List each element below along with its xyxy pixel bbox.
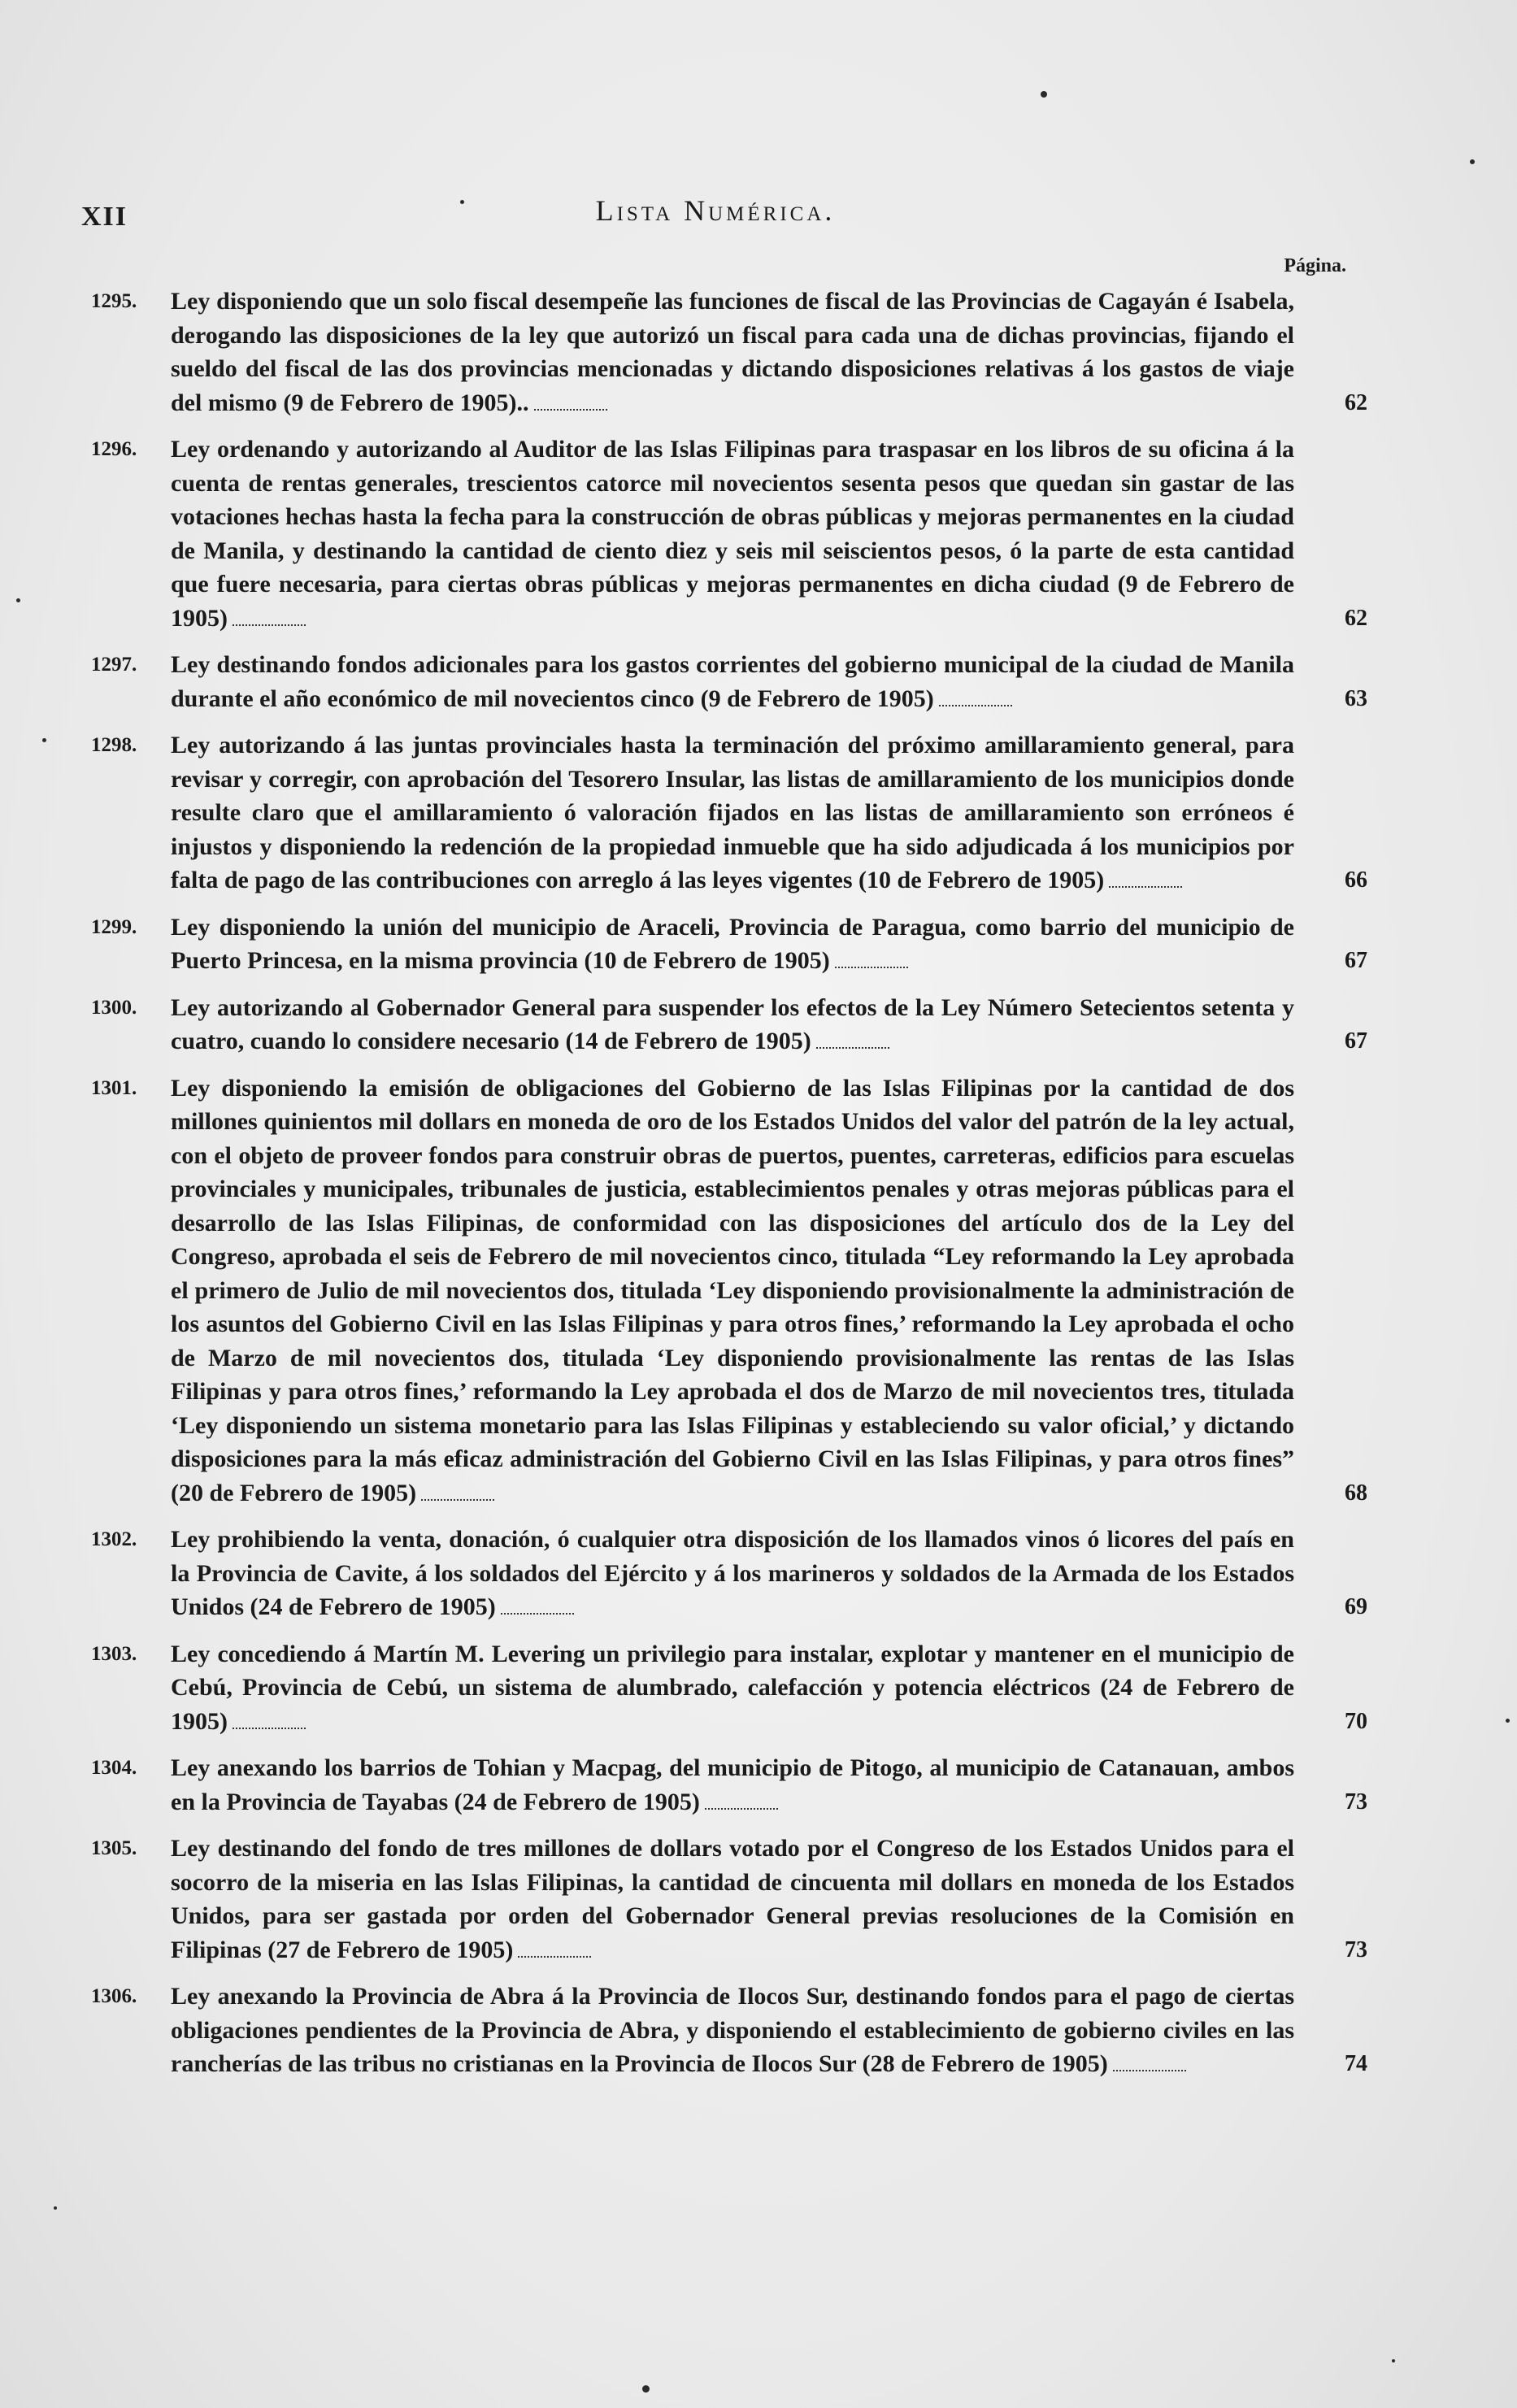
scan-speck xyxy=(1392,2359,1395,2362)
entry-number: 1295. xyxy=(91,290,137,312)
entry-description xyxy=(171,728,1294,898)
dot-leader xyxy=(705,1802,778,1810)
list-item xyxy=(91,911,1367,978)
entry-description xyxy=(171,1523,1294,1624)
entry-number: 1301. xyxy=(91,1076,137,1099)
running-head xyxy=(81,193,1350,242)
entry-number: 1300. xyxy=(91,996,137,1019)
dot-leader xyxy=(421,1493,494,1501)
dot-leader xyxy=(518,1949,591,1958)
list-item xyxy=(91,1523,1367,1624)
dot-leader xyxy=(501,1606,574,1615)
entry-number: 1303. xyxy=(91,1642,137,1665)
dot-leader xyxy=(816,1041,889,1049)
dot-leader xyxy=(534,402,607,411)
list-item xyxy=(91,991,1367,1058)
entry-number: 1306. xyxy=(91,1985,137,2007)
list-item xyxy=(91,1751,1367,1819)
entry-text: Ley anexando la Provincia de Abra á la Provincia de Ilocos Sur, destinando fondos para el pago de ciertas obligaciones pendientes de la Provincia de Abra, y disponiendo el establecimiento de gobierno civiles en las rancherías de las tribus no cristianas en la Provincia de Ilocos Sur (28 de Febrero de 1905) xyxy=(171,1983,1294,2077)
entry-description xyxy=(171,1832,1294,1967)
entry-page-number: 62 xyxy=(1345,389,1367,415)
entry-description xyxy=(171,991,1294,1058)
dot-leader xyxy=(835,960,908,968)
entry-number: 1297. xyxy=(91,654,137,676)
entry-page-number: 74 xyxy=(1345,2051,1367,2076)
list-item xyxy=(91,1637,1367,1739)
scan-speck xyxy=(460,200,464,204)
scan-speck xyxy=(1470,159,1475,164)
entry-page-number: 73 xyxy=(1345,1789,1367,1815)
list-item xyxy=(91,285,1367,419)
entry-description xyxy=(171,1071,1294,1510)
list-item xyxy=(91,728,1367,898)
entry-text: Ley disponiendo la unión del municipio de Araceli, Provincia de Paragua, como barrio del municipio de Puerto Princesa, en la misma provincia (10 de Febrero de 1905) xyxy=(171,913,1294,974)
entry-number: 1296. xyxy=(91,438,137,460)
entry-description xyxy=(171,1751,1294,1819)
scan-speck xyxy=(642,2385,650,2393)
entry-text: Ley prohibiendo la venta, donación, ó cualquier otra disposición de los llamados vinos ó licores del país en la Provincia de Cavite, á los soldados del Ejército y á los marineros y soldados de la Armada de los Estados Unidos (24 de Febrero de 1905) xyxy=(171,1526,1294,1620)
entry-description xyxy=(171,1637,1294,1739)
scan-speck xyxy=(54,2206,57,2210)
entry-page-number: 68 xyxy=(1345,1480,1367,1506)
entry-page-number: 70 xyxy=(1345,1708,1367,1734)
entry-number: 1304. xyxy=(91,1757,137,1779)
entry-number: 1298. xyxy=(91,734,137,756)
entry-description xyxy=(171,1980,1294,2081)
dot-leader xyxy=(233,1721,306,1729)
scan-speck xyxy=(1041,91,1047,98)
entry-text: Ley ordenando y autorizando al Auditor de las Islas Filipinas para traspasar en los libros de su oficina á la cuenta de rentas generales, trescientos catorce mil novecientos sesenta pesos que quedan sin gastar de las votaciones hechas hasta la fecha para la construcción de obras públicas y mejoras permanentes en la ciudad de Manila, y destinando la cantidad de ciento diez y seis mil seiscientos pesos, ó la parte de esta cantidad que fuere necesaria, para ciertas obras públicas y mejoras permanentes en dicha ciudad (9 de Febrero de 1905) xyxy=(171,436,1294,632)
entry-text: Ley destinando fondos adicionales para los gastos corrientes del gobierno municipal de la ciudad de Manila durante el año económico de mil novecientos cinco (9 de Febrero de 1905) xyxy=(171,651,1294,712)
entry-description xyxy=(171,911,1294,978)
entry-page-number: 66 xyxy=(1345,867,1367,893)
entry-page-number: 73 xyxy=(1345,1936,1367,1962)
entry-number: 1305. xyxy=(91,1837,137,1859)
entry-text: Ley destinando del fondo de tres millones de dollars votado por el Congreso de los Estados Unidos para el socorro de la miseria en las Islas Filipinas, la cantidad de cincuenta mil dollars en moneda de los Estados Unidos, para ser gastada por orden del Gobernador General previas resoluciones de la Comisión en Filipinas (27 de Febrero de 1905) xyxy=(171,1835,1294,1963)
dot-leader xyxy=(939,698,1012,706)
list-item xyxy=(91,1071,1367,1510)
list-item xyxy=(91,648,1367,715)
entry-page-number: 67 xyxy=(1345,1028,1367,1054)
page-title: Lista Numérica. xyxy=(595,194,836,227)
dot-leader xyxy=(233,618,306,626)
entry-text: Ley disponiendo que un solo fiscal desempeñe las funciones de fiscal de las Provincias de Cagayán é Isabela, derogando las disposiciones de la ley que autorizó un fiscal para cada una de dichas provincias, fijando el sueldo del fiscal de las dos provincias mencionadas y dictando disposiciones relativas á los gastos de viaje del mismo (9 de Febrero de 1905).. xyxy=(171,288,1294,416)
list-item xyxy=(91,1832,1367,1967)
entry-text: Ley concediendo á Martín M. Levering un privilegio para instalar, explotar y mantener en el municipio de Cebú, Provincia de Cebú, un sistema de alumbrado, calefacción y potencia eléctricos (24 de Febrero de 1905) xyxy=(171,1640,1294,1735)
entry-description xyxy=(171,285,1294,419)
entry-text: Ley autorizando á las juntas provinciales hasta la terminación del próximo amillaramiento general, para revisar y corregir, con aprobación del Tesorero Insular, las listas de amillaramiento de los municipios donde resulte claro que el amillaramiento ó valoración fijados en las listas de amillaramiento son erróneos é injustos y disponiendo la redención de la propiedad inmueble que ha sido adjudicada á los municipios por falta de pago de las contribuciones con arreglo á las leyes vigentes (10 de Febrero de 1905) xyxy=(171,732,1294,893)
scan-speck xyxy=(16,598,20,602)
entry-page-number: 69 xyxy=(1345,1594,1367,1619)
scan-speck xyxy=(42,738,46,742)
entry-page-number: 67 xyxy=(1345,948,1367,973)
entry-text: Ley autorizando al Gobernador General para suspender los efectos de la Ley Número Setecientos setenta y cuatro, cuando lo considere necesario (14 de Febrero de 1905) xyxy=(171,993,1294,1054)
entry-text: Ley anexando los barrios de Tohian y Macpag, del municipio de Pitogo, al municipio de Catanauan, ambos en la Provincia de Tayabas (24 de Febrero de 1905) xyxy=(171,1754,1294,1815)
dot-leader xyxy=(1109,880,1182,888)
entry-number: 1299. xyxy=(91,915,137,938)
page-folio: XII xyxy=(81,202,128,232)
entry-number: 1302. xyxy=(91,1528,137,1550)
entry-description xyxy=(171,432,1294,635)
dot-leader xyxy=(1113,2063,1186,2071)
entry-list xyxy=(91,285,1367,2094)
entry-page-number: 63 xyxy=(1345,685,1367,711)
list-item xyxy=(91,1980,1367,2081)
scan-speck xyxy=(1506,1719,1510,1723)
entry-description xyxy=(171,648,1294,715)
entry-page-number: 62 xyxy=(1345,605,1367,631)
list-item xyxy=(91,432,1367,635)
entry-text: Ley disponiendo la emisión de obligaciones del Gobierno de las Islas Filipinas por la cantidad de dos millones quinientos mil dollars en moneda de oro de los Estados Unidos del valor del patrón de la ley actual, con el objeto de proveer fondos para construir obras de puertos, puentes, carreteras, edificios para escuelas provinciales y municipales, tribunales de justicia, establecimientos penales y otras mejoras públicas para el desarrollo de las Islas Filipinas, de conformidad con las disposiciones del artículo dos de la Ley del Congreso, aprobada el seis de Febrero de mil novecientos cinco, titulada “Ley reformando la Ley aprobada el primero de Julio de mil novecientos dos, titulada ‘Ley disponiendo provisionalmente la administración de los asuntos del Gobierno Civil en las Islas Filipinas y para otros fines,’ reformando la Ley aprobada el ocho de Marzo de mil novecientos dos, titulada ‘Ley disponiendo provisionalmente las rentas de las Islas Filipinas y para otros fines,’ reformando la Ley aprobada el dos de Marzo de mil novecientos tres, titulada ‘Ley disponiendo un sistema monetario para las Islas Filipinas y estableciendo su valor oficial,’ y dictando disposiciones para la más eficaz administración del Gobierno Civil en las Islas Filipinas, y para otros fines” (20 de Febrero de 1905) xyxy=(171,1074,1294,1506)
page-column-label: Página. xyxy=(1284,255,1346,276)
